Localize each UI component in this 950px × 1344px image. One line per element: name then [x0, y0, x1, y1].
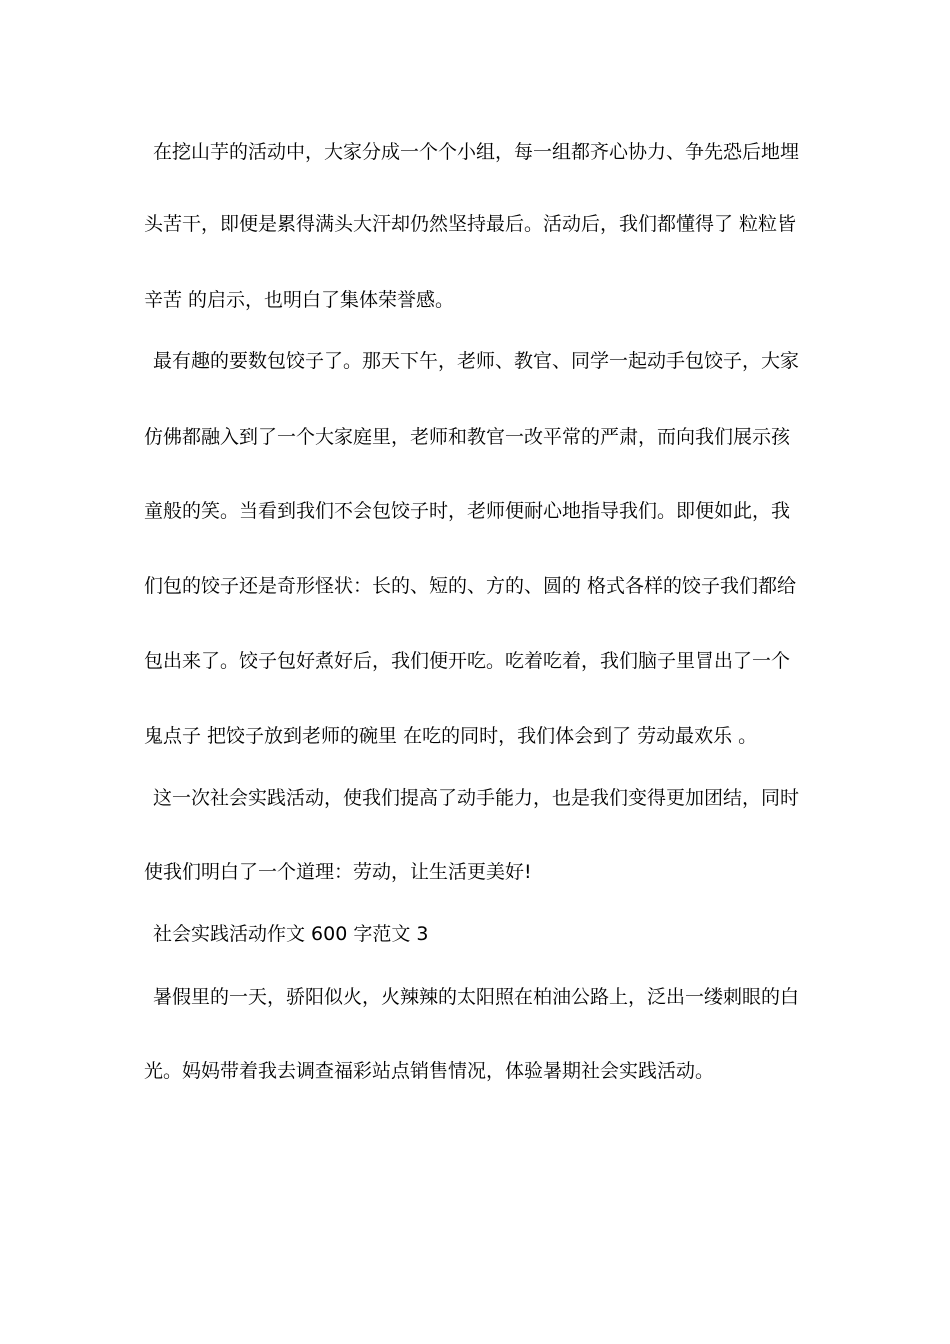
paragraph-line: 童般的笑。当看到我们不会包饺子时，老师便耐心地指导我们。即便如此，我: [144, 500, 791, 522]
paragraph-line: 光。妈妈带着我去调查福彩站点销售情况，体验暑期社会实践活动。: [144, 1060, 715, 1082]
section-heading: 社会实践活动作文 600 字范文 3: [153, 923, 429, 945]
paragraph-line: 辛苦 的启示，也明白了集体荣誉感。: [144, 289, 455, 311]
paragraph-line: 仿佛都融入到了一个大家庭里，老师和教官一改平常的严肃，而向我们展示孩: [144, 426, 791, 448]
paragraph-line: 包出来了。饺子包好煮好后，我们便开吃。吃着吃着，我们脑子里冒出了一个: [144, 650, 791, 672]
paragraph-line: 们包的饺子还是奇形怪状：长的、短的、方的、圆的 格式各样的饺子我们都给: [144, 575, 797, 597]
paragraph-line: 这一次社会实践活动，使我们提高了动手能力，也是我们变得更加团结，同时: [153, 787, 800, 809]
paragraph-line: 暑假里的一天，骄阳似火，火辣辣的太阳照在柏油公路上，泛出一缕刺眼的白: [153, 986, 800, 1008]
paragraph-line: 使我们明白了一个道理：劳动，让生活更美好!: [144, 861, 532, 883]
paragraph-line: 最有趣的要数包饺子了。那天下午，老师、教官、同学一起动手包饺子，大家: [153, 350, 800, 372]
paragraph-line: 在挖山芋的活动中，大家分成一个个小组，每一组都齐心协力、争先恐后地埋: [153, 141, 800, 163]
paragraph-line: 头苦干，即便是累得满头大汗却仍然坚持最后。活动后，我们都懂得了 粒粒皆: [144, 213, 797, 235]
paragraph-line: 鬼点子 把饺子放到老师的碗里 在吃的同时，我们体会到了 劳动最欢乐 。: [144, 725, 758, 747]
